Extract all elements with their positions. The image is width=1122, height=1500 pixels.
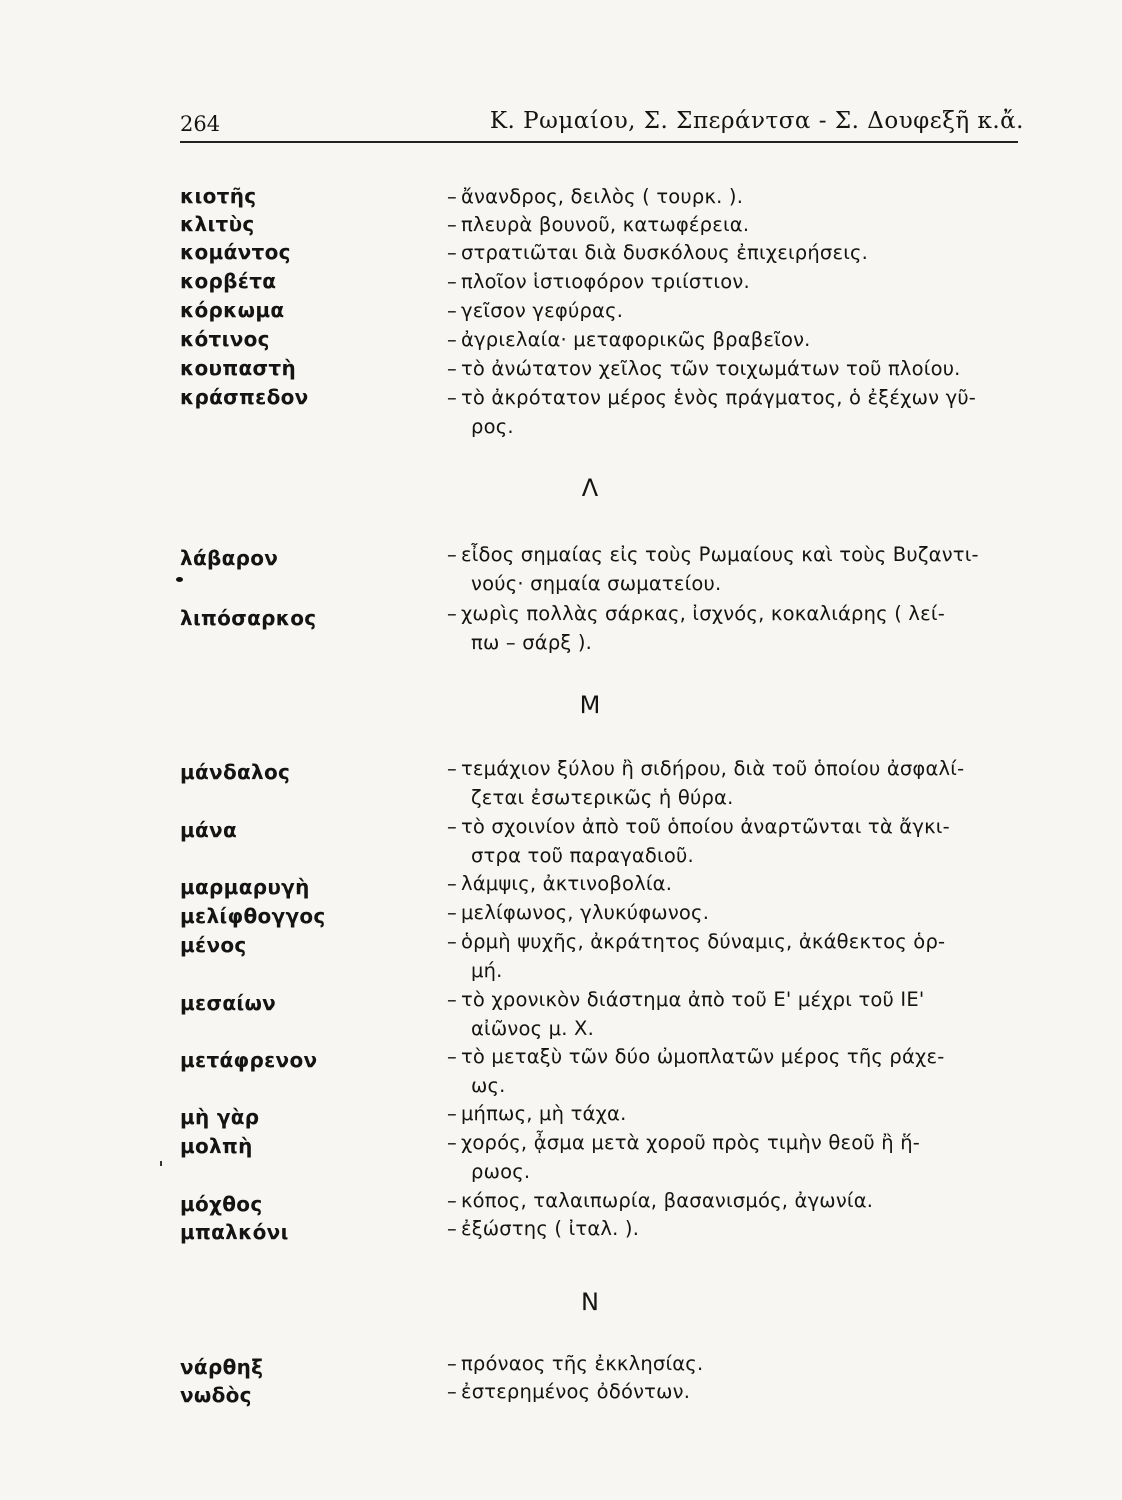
entry-definition-text: λάμψις, ἀκτινοβολία. xyxy=(460,872,673,895)
entry-term: κόρκωμα xyxy=(180,298,285,322)
entry-definition-text: τεμάχιον ξύλου ἢ σιδήρου, διὰ τοῦ ὁποίου ἀσφαλί- xyxy=(460,757,965,780)
entry-term: κλιτὺς xyxy=(180,212,255,236)
entry-term: λάβαρον xyxy=(180,546,279,570)
entry-term: μὴ γὰρ xyxy=(180,1105,260,1129)
running-head: Κ. Ρωμαίου, Σ. Σπεράντσα - Σ. Δουφεξῆ κ.ἄ. xyxy=(489,108,1024,134)
entry-definition: – πρόναος τῆς ἐκκλησίας. xyxy=(447,1352,704,1375)
entry-definition-text: στρατιῶται διὰ δυσκόλους ἐπιχειρήσεις. xyxy=(460,241,869,264)
entry-definition: – τὸ μεταξὺ τῶν δύο ὠμοπλατῶν μέρος τῆς ράχε- ως. xyxy=(447,1042,1025,1100)
entry-term: κουπαστὴ xyxy=(180,356,296,380)
entry-term: μαρμαρυγὴ xyxy=(180,875,310,899)
entry-definition: – στρατιῶται διὰ δυσκόλους ἐπιχειρήσεις. xyxy=(447,241,869,264)
entry-term: μόχθος xyxy=(180,1192,263,1216)
entry-definition-text: εἶδος σημαίας εἰς τοὺς Ρωμαίους καὶ τοὺς Βυζαντι- xyxy=(460,543,979,566)
entry-definition: – πλοῖον ἱστιοφόρον τριίστιον. xyxy=(447,270,750,293)
entry-definition: – μελίφωνος, γλυκύφωνος. xyxy=(447,901,710,924)
entry-definition: – λάμψις, ἀκτινοβολία. xyxy=(447,872,673,895)
entry-definition: – κόπος, ταλαιπωρία, βασανισμός, ἀγωνία. xyxy=(447,1189,874,1212)
entry-term: μελίφθογγος xyxy=(180,904,326,928)
entry-definition-text: κόπος, ταλαιπωρία, βασανισμός, ἀγωνία. xyxy=(460,1189,874,1212)
entry-definition-continuation: στρα τοῦ παραγαδιοῦ. xyxy=(471,844,694,867)
entry-term: κιοτῆς xyxy=(180,184,257,208)
entry-definition: – ὁρμὴ ψυχῆς, ἀκράτητος δύναμις, ἀκάθεκτος ὁρ- μή. xyxy=(447,927,1025,985)
entry-definition-continuation: ζεται ἐσωτερικῶς ἡ θύρα. xyxy=(471,786,734,809)
entry-definition-continuation: ρωος. xyxy=(471,1160,531,1183)
entry-definition-text: ἐστερημένος ὀδόντων. xyxy=(460,1380,691,1403)
entry-term: κότινος xyxy=(180,327,270,351)
entry-definition-text: πλοῖον ἱστιοφόρον τριίστιον. xyxy=(460,270,750,293)
entry-definition-text: μελίφωνος, γλυκύφωνος. xyxy=(460,901,710,924)
entry-term: μάνα xyxy=(180,818,238,842)
entry-definition-continuation: αἰῶνος μ. Χ. xyxy=(471,1017,595,1040)
entry-definition-continuation: πω – σάρξ ). xyxy=(471,631,593,654)
entry-definition: – χορός, ᾆσμα μετὰ χοροῦ πρὸς τιμὴν θεοῦ ἢ ἥ- ρωος. xyxy=(447,1128,1025,1186)
page-number: 264 xyxy=(180,112,221,136)
entry-term: μπαλκόνι xyxy=(180,1220,289,1244)
entry-definition: – τὸ ἀνώτατον χεῖλος τῶν τοιχωμάτων τοῦ πλοίου. xyxy=(447,357,961,380)
entry-term: λιπόσαρκος xyxy=(180,606,317,630)
entry-definition: – εἶδος σημαίας εἰς τοὺς Ρωμαίους καὶ τοὺς Βυζαντι- νούς· σημαία σωματείου. xyxy=(447,540,1025,598)
entry-definition: – τεμάχιον ξύλου ἢ σιδήρου, διὰ τοῦ ὁποίου ἀσφαλί- ζεται ἐσωτερικῶς ἡ θύρα. xyxy=(447,754,1025,812)
section-letter-lambda: Λ xyxy=(581,474,599,502)
entry-definition: – χωρὶς πολλὰς σάρκας, ἰσχνός, κοκαλιάρης ( λεί- πω – σάρξ ). xyxy=(447,599,1025,657)
entry-definition: – τὸ σχοινίον ἀπὸ τοῦ ὁποίου ἀναρτῶνται τὰ ἄγκι- στρα τοῦ παραγαδιοῦ. xyxy=(447,812,1025,870)
section-letter-nu: Ν xyxy=(581,1288,599,1316)
entry-definition-text: τὸ χρονικὸν διάστημα ἀπὸ τοῦ Ε' μέχρι τοῦ ΙΕ' xyxy=(460,988,925,1011)
entry-definition-text: μήπως, μὴ τάχα. xyxy=(460,1102,627,1125)
header-rule xyxy=(180,141,1018,143)
entry-definition: – ἐστερημένος ὀδόντων. xyxy=(447,1380,691,1403)
entry-term: νάρθηξ xyxy=(180,1355,264,1379)
entry-term: μετάφρενον xyxy=(180,1048,318,1072)
entry-definition-text: τὸ σχοινίον ἀπὸ τοῦ ὁποίου ἀναρτῶνται τὰ ἄγκι- xyxy=(460,815,950,838)
entry-term: μεσαίων xyxy=(180,991,277,1015)
entry-definition: – τὸ χρονικὸν διάστημα ἀπὸ τοῦ Ε' μέχρι τοῦ ΙΕ' αἰῶνος μ. Χ. xyxy=(447,985,1025,1043)
entry-definition-text: γεῖσον γεφύρας. xyxy=(460,299,624,322)
entry-definition-text: τὸ μεταξὺ τῶν δύο ὠμοπλατῶν μέρος τῆς ράχε- xyxy=(460,1045,945,1068)
entry-definition: – μήπως, μὴ τάχα. xyxy=(447,1102,627,1125)
entry-definition-text: χορός, ᾆσμα μετὰ χοροῦ πρὸς τιμὴν θεοῦ ἢ ἥ- xyxy=(460,1131,921,1154)
entry-definition-continuation: μή. xyxy=(471,959,503,982)
entry-definition-text: τὸ ἀνώτατον χεῖλος τῶν τοιχωμάτων τοῦ πλοίου. xyxy=(460,357,961,380)
entry-term: μολπὴ xyxy=(180,1134,253,1158)
entry-definition-text: πλευρὰ βουνοῦ, κατωφέρεια. xyxy=(460,213,750,236)
entry-definition-continuation: νούς· σημαία σωματείου. xyxy=(471,572,722,595)
entry-definition: – ἀγριελαία· μεταφορικῶς βραβεῖον. xyxy=(447,328,811,351)
entry-definition-text: ἀγριελαία· μεταφορικῶς βραβεῖον. xyxy=(460,328,811,351)
entry-term: μάνδαλος xyxy=(180,760,291,784)
entry-definition-text: πρόναος τῆς ἐκκλησίας. xyxy=(460,1352,704,1375)
entry-definition-text: ἄνανδρος, δειλὸς ( τουρκ. ). xyxy=(460,185,744,208)
entry-definition-continuation: ρος. xyxy=(471,415,514,438)
entry-definition-text: ὁρμὴ ψυχῆς, ἀκράτητος δύναμις, ἀκάθεκτος ὁρ- xyxy=(460,930,946,953)
entry-definition-text: ἐξώστης ( ἰταλ. ). xyxy=(460,1217,640,1240)
entry-definition: – ἐξώστης ( ἰταλ. ). xyxy=(447,1217,640,1240)
entry-definition-text: χωρὶς πολλὰς σάρκας, ἰσχνός, κοκαλιάρης ( λεί- xyxy=(460,602,945,625)
entry-term: κομάντος xyxy=(180,240,291,264)
entry-definition: – πλευρὰ βουνοῦ, κατωφέρεια. xyxy=(447,213,750,236)
section-letter-mu: Μ xyxy=(579,691,601,719)
entry-definition: – τὸ ἀκρότατον μέρος ἑνὸς πράγματος, ὁ ἐξέχων γῦ- ρος. xyxy=(447,383,1025,441)
entry-term: κράσπεδον xyxy=(180,385,309,409)
entry-definition: – γεῖσον γεφύρας. xyxy=(447,299,624,322)
entry-term: κορβέτα xyxy=(180,269,277,293)
entry-definition: – ἄνανδρος, δειλὸς ( τουρκ. ). xyxy=(447,185,744,208)
entry-definition-continuation: ως. xyxy=(471,1074,506,1097)
entry-term: μένος xyxy=(180,933,247,957)
ink-mark xyxy=(176,577,183,582)
ink-speck xyxy=(160,1161,162,1166)
entry-term: νωδὸς xyxy=(180,1383,252,1407)
entry-definition-text: τὸ ἀκρότατον μέρος ἑνὸς πράγματος, ὁ ἐξέχων γῦ- xyxy=(460,386,977,409)
